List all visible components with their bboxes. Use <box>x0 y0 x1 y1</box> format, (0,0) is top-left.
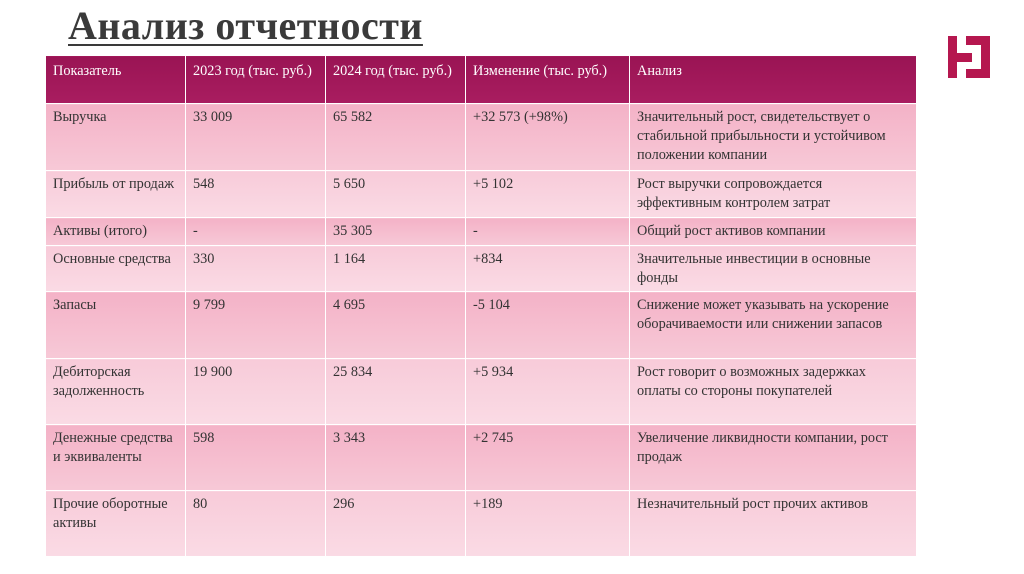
table-row <box>46 425 917 491</box>
report-table <box>45 55 917 557</box>
table-row <box>46 171 917 218</box>
cell-2024: 296 <box>326 491 466 557</box>
cell-2023: 9 799 <box>186 292 326 359</box>
cell-2023: 33 009 <box>186 104 326 171</box>
cell-analysis: Значительные инвестиции в основные фонды <box>630 246 917 292</box>
cell-analysis: Рост говорит о возможных задержках оплаты со стороны покупателей <box>630 359 917 425</box>
cell-2023: 19 900 <box>186 359 326 425</box>
header-analysis: Анализ <box>630 56 917 104</box>
header-2023: 2023 год (тыс. руб.) <box>186 56 326 104</box>
table-row <box>46 292 917 359</box>
cell-analysis: Увеличение ликвидности компании, рост продаж <box>630 425 917 491</box>
cell-indicator: Запасы <box>46 292 186 359</box>
cell-indicator: Основные средства <box>46 246 186 292</box>
cell-2023: - <box>186 218 326 246</box>
cell-2023: 598 <box>186 425 326 491</box>
cell-indicator: Дебиторская задолженность <box>46 359 186 425</box>
page-title: Анализ отчетности <box>68 3 423 48</box>
cell-change: -5 104 <box>466 292 630 359</box>
cell-analysis: Рост выручки сопровождается эффективным контролем затрат <box>630 171 917 218</box>
cell-2023: 330 <box>186 246 326 292</box>
cell-indicator: Активы (итого) <box>46 218 186 246</box>
cell-analysis: Значительный рост, свидетельствует о стабильной прибыльности и устойчивом положении компании <box>630 104 917 171</box>
header-2024: 2024 год (тыс. руб.) <box>326 56 466 104</box>
table-header-row <box>46 56 917 104</box>
cell-analysis: Снижение может указывать на ускорение оборачиваемости или снижении запасов <box>630 292 917 359</box>
cell-indicator: Денежные средства и эквиваленты <box>46 425 186 491</box>
header-change: Изменение (тыс. руб.) <box>466 56 630 104</box>
cell-2024: 35 305 <box>326 218 466 246</box>
cell-analysis: Незначительный рост прочих активов <box>630 491 917 557</box>
cell-analysis: Общий рост активов компании <box>630 218 917 246</box>
cell-change: +834 <box>466 246 630 292</box>
cell-2024: 4 695 <box>326 292 466 359</box>
company-logo-icon <box>946 34 992 80</box>
table-row <box>46 218 917 246</box>
cell-change: - <box>466 218 630 246</box>
cell-indicator: Прибыль от продаж <box>46 171 186 218</box>
cell-2024: 3 343 <box>326 425 466 491</box>
cell-2024: 65 582 <box>326 104 466 171</box>
cell-indicator: Прочие оборотные активы <box>46 491 186 557</box>
cell-change: +5 102 <box>466 171 630 218</box>
table-row <box>46 359 917 425</box>
table-row <box>46 246 917 292</box>
cell-indicator: Выручка <box>46 104 186 171</box>
cell-2024: 1 164 <box>326 246 466 292</box>
cell-2023: 548 <box>186 171 326 218</box>
table-row <box>46 104 917 171</box>
cell-change: +32 573 (+98%) <box>466 104 630 171</box>
header-indicator: Показатель <box>46 56 186 104</box>
cell-2024: 5 650 <box>326 171 466 218</box>
cell-2024: 25 834 <box>326 359 466 425</box>
cell-change: +2 745 <box>466 425 630 491</box>
cell-change: +5 934 <box>466 359 630 425</box>
cell-change: +189 <box>466 491 630 557</box>
cell-2023: 80 <box>186 491 326 557</box>
table-row <box>46 491 917 557</box>
